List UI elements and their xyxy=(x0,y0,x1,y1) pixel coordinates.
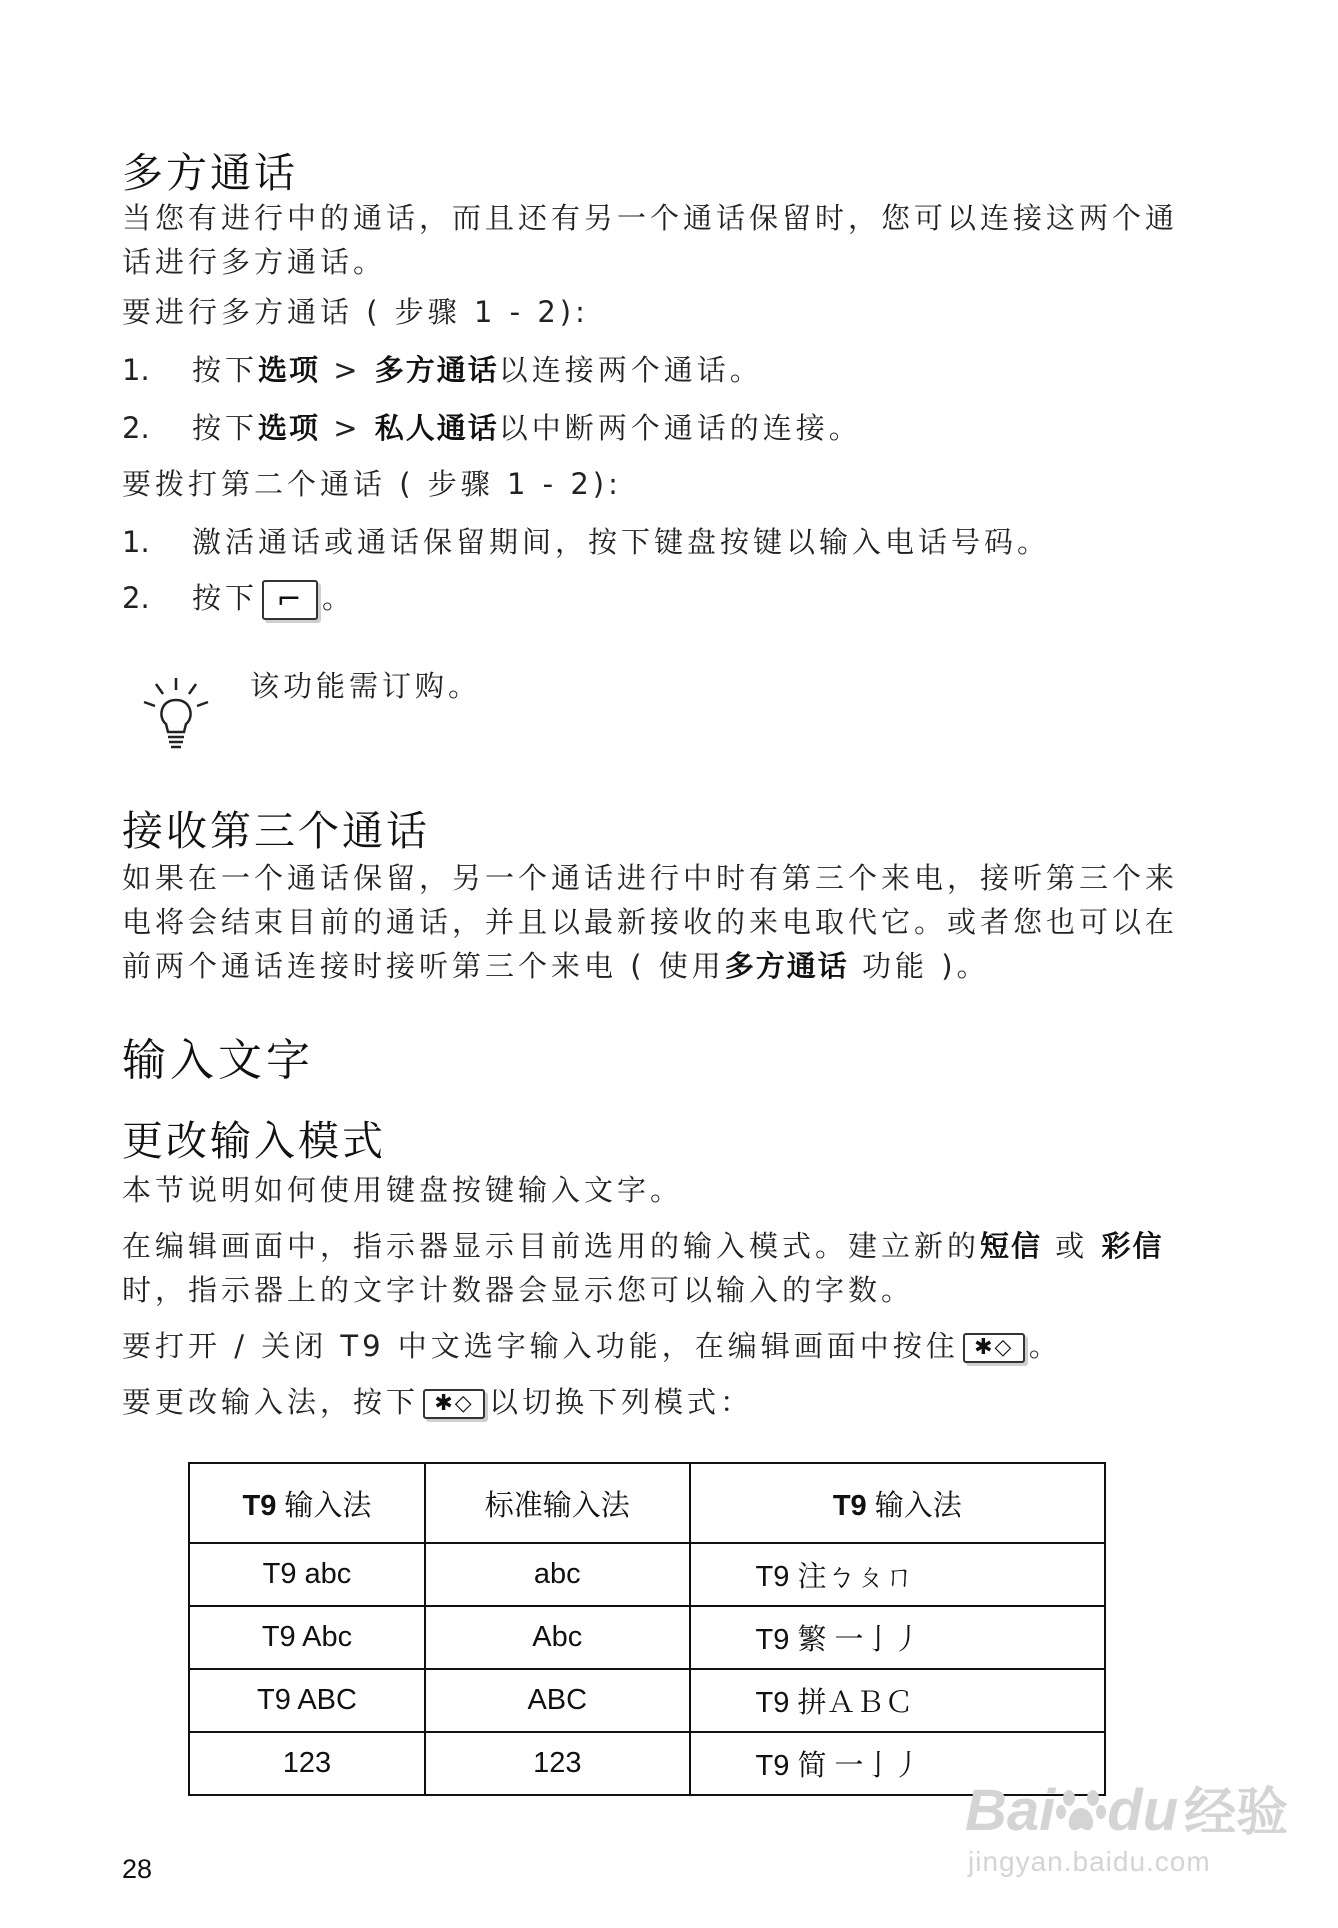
menu-separator: > xyxy=(320,353,375,387)
note-text: 该功能需订购。 xyxy=(250,669,482,703)
menu-conference-label: 多方通话 xyxy=(374,353,499,387)
conference-intro-line1: 当您有进行中的通话，而且还有另一个通话保留时，您可以连接这两个通 xyxy=(122,201,1179,235)
step-text-end: 。 xyxy=(322,581,356,615)
star-key-icon xyxy=(423,1389,485,1419)
step-number: 1. xyxy=(122,525,150,559)
watermark-logo xyxy=(965,1770,1288,1845)
table-header-row xyxy=(189,1463,1105,1543)
table-cell: 123 xyxy=(189,1732,425,1795)
third-call-line1: 如果在一个通话保留，另一个通话进行中时有第三个来电，接听第三个来 xyxy=(122,861,1179,895)
watermark-brand-tail: du xyxy=(1107,1778,1179,1843)
table-cell: T9 ABC xyxy=(189,1669,425,1732)
page-number: 28 xyxy=(122,1854,153,1884)
call-key-icon xyxy=(262,580,318,620)
menu-private-label: 私人通话 xyxy=(374,411,499,445)
table-row xyxy=(189,1543,1105,1606)
third-call-line3-end: 功能 )。 xyxy=(848,949,990,983)
step-text: 按下 xyxy=(192,581,259,615)
lightbulb-icon xyxy=(140,676,212,752)
menu-option-label: 选项 xyxy=(258,411,321,445)
step-text-end: 以中断两个通话的连接。 xyxy=(498,411,862,445)
menu-option-label: 选项 xyxy=(258,353,321,387)
step-text: 激活通话或通话保留期间，按下键盘按键以输入电话号码。 xyxy=(192,525,1051,559)
para3-text: 要打开 / 关闭 T9 中文选字输入功能，在编辑画面中按住 xyxy=(122,1329,959,1363)
second-call-steps-label: 要拨打第二个通话 ( 步骤 1 - 2): xyxy=(122,467,622,501)
star-key-glyph: ✱◇ xyxy=(434,1391,474,1416)
third-call-line3 xyxy=(122,944,990,988)
table-row xyxy=(189,1606,1105,1669)
table-cell: abc xyxy=(425,1543,690,1606)
table-header-cell: T9 输入法 xyxy=(189,1463,425,1543)
second-call-step-1 xyxy=(122,520,1050,564)
table-cell: T9 简 一亅丿 xyxy=(690,1732,1105,1795)
table-cell: T9 abc xyxy=(189,1543,425,1606)
change-mode-para4 xyxy=(122,1380,753,1424)
table-cell: 123 xyxy=(425,1732,690,1795)
table-header-cell: T9 输入法 xyxy=(690,1463,1105,1543)
watermark-url: jingyan.baidu.com xyxy=(968,1846,1211,1877)
change-mode-para2-line1 xyxy=(122,1224,1163,1268)
table-header-cell: 标准输入法 xyxy=(425,1463,690,1543)
step-number: 1. xyxy=(122,353,150,387)
table-cell: T9 繁 一亅丿 xyxy=(690,1606,1105,1669)
step-number: 2. xyxy=(122,411,150,445)
heading-change-input-mode: 更改输入模式 xyxy=(122,1117,386,1165)
third-call-line3-text: 前两个通话连接时接听第三个来电 ( 使用 xyxy=(122,949,725,983)
para4-end: 以切换下列模式： xyxy=(489,1385,754,1419)
conference-steps-label: 要进行多方通话 ( 步骤 1 - 2): xyxy=(122,295,589,329)
mms-label: 彩信 xyxy=(1101,1229,1164,1263)
para3-end: 。 xyxy=(1028,1329,1062,1363)
call-key-glyph: ⌐ xyxy=(276,582,304,617)
table-cell: T9 注ㄅㄆㄇ xyxy=(690,1543,1105,1606)
third-call-line2: 电将会结束目前的通话，并且以最新接收的来电取代它。或者您也可以在 xyxy=(122,905,1179,939)
step-text: 按下 xyxy=(192,353,259,387)
table-cell: Abc xyxy=(425,1606,690,1669)
conference-feature-label: 多方通话 xyxy=(724,949,849,983)
para4-text: 要更改输入法，按下 xyxy=(122,1385,420,1419)
conference-intro-line2: 话进行多方通话。 xyxy=(122,245,387,279)
change-mode-para3 xyxy=(122,1324,1062,1368)
change-mode-para1: 本节说明如何使用键盘按键输入文字。 xyxy=(122,1173,684,1207)
heading-text-input: 输入文字 xyxy=(122,1035,314,1086)
table-cell: ABC xyxy=(425,1669,690,1732)
step-text-end: 以连接两个通话。 xyxy=(498,353,763,387)
star-key-icon xyxy=(963,1333,1025,1363)
watermark-brand: Bai xyxy=(965,1778,1056,1843)
para2-text: 在编辑画面中，指示器显示目前选用的输入模式。建立新的 xyxy=(122,1229,981,1263)
conference-step-1 xyxy=(122,348,763,392)
star-key-glyph: ✱◇ xyxy=(974,1335,1014,1360)
heading-conference-call: 多方通话 xyxy=(122,149,298,197)
table-row xyxy=(189,1669,1105,1732)
change-mode-para2-line2: 时，指示器上的文字计数器会显示您可以输入的字数。 xyxy=(122,1273,915,1307)
step-text: 按下 xyxy=(192,411,259,445)
watermark-brand-cn: 经验 xyxy=(1184,1784,1289,1842)
input-modes-table xyxy=(188,1462,1106,1796)
conference-step-2 xyxy=(122,406,862,450)
para2-or: 或 xyxy=(1042,1229,1102,1263)
table-cell: T9 拼ＡＢＣ xyxy=(690,1669,1105,1732)
menu-separator: > xyxy=(320,411,375,445)
second-call-step-2 xyxy=(122,576,355,620)
step-number: 2. xyxy=(122,581,150,615)
heading-third-call: 接收第三个通话 xyxy=(122,807,430,855)
sms-label: 短信 xyxy=(980,1229,1043,1263)
table-cell: T9 Abc xyxy=(189,1606,425,1669)
paw-icon xyxy=(1055,1784,1107,1836)
